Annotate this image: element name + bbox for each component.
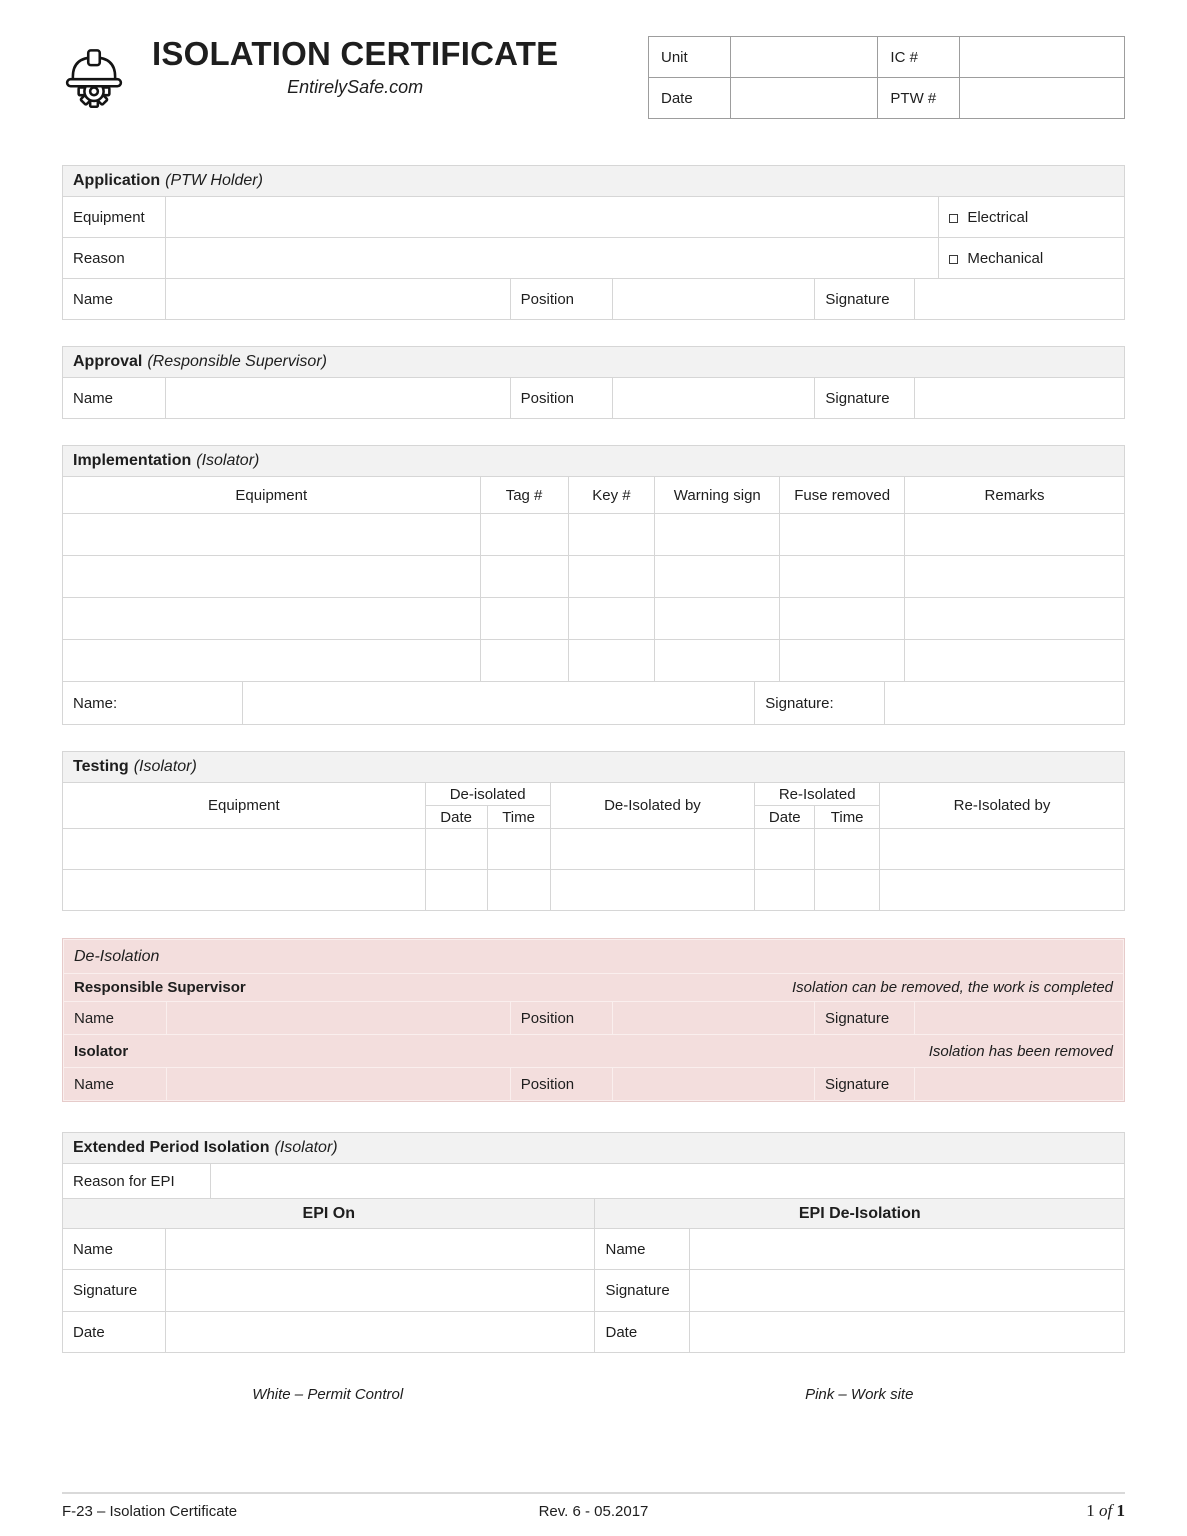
epi-de-name-label: Name [595, 1229, 690, 1270]
mechanical-option[interactable] [939, 238, 1125, 279]
implementation-warning-field[interactable] [655, 598, 780, 640]
supervisor-signature-label: Signature [814, 1002, 914, 1035]
testing-de-time-field[interactable] [487, 829, 550, 870]
implementation-tag-field[interactable] [480, 640, 568, 682]
testing-subtitle: (Isolator) [133, 758, 197, 775]
implementation-col-tag: Tag # [480, 477, 568, 514]
implementation-remarks-field[interactable] [905, 556, 1125, 598]
ptw-number-field[interactable] [960, 78, 1125, 119]
implementation-tag-field[interactable] [480, 514, 568, 556]
application-name-field[interactable] [165, 279, 510, 320]
implementation-tag-field[interactable] [480, 598, 568, 640]
testing-re-date-field[interactable] [755, 870, 815, 911]
implementation-signature-label: Signature: [755, 682, 885, 725]
title-block [152, 36, 558, 98]
isolator-name-label: Name [64, 1068, 167, 1101]
implementation-title: Implementation [73, 452, 192, 469]
electrical-label: Electrical [967, 208, 1029, 226]
application-signature-field[interactable] [915, 279, 1125, 320]
approval-name-field[interactable] [165, 378, 510, 419]
date-field[interactable] [730, 78, 878, 119]
application-subtitle: (PTW Holder) [165, 172, 263, 189]
testing-col-equipment: Equipment [63, 783, 426, 829]
epi-on-name-field[interactable] [165, 1229, 595, 1270]
copy-distribution-notes [62, 1386, 1125, 1403]
testing-col-re-date: Date [755, 806, 815, 829]
approval-position-field[interactable] [612, 378, 815, 419]
ic-number-label: IC # [878, 37, 960, 78]
application-position-label: Position [510, 279, 612, 320]
testing-re-time-field[interactable] [815, 829, 880, 870]
de-isolation-title: De-Isolation [64, 940, 1124, 974]
date-label: Date [649, 78, 731, 119]
de-isolation-isolator-row [64, 1035, 1124, 1068]
testing-re-date-field[interactable] [755, 829, 815, 870]
testing-de-isolated-by-field[interactable] [550, 870, 755, 911]
isolator-position-field[interactable] [612, 1068, 814, 1101]
section-extended-period-isolation [62, 1132, 1125, 1353]
section-de-isolation [62, 938, 1125, 1102]
testing-de-time-field[interactable] [487, 870, 550, 911]
implementation-col-equipment: Equipment [63, 477, 481, 514]
approval-section-header [63, 347, 1125, 378]
ptw-number-label: PTW # [878, 78, 960, 119]
isolator-signature-field[interactable] [914, 1068, 1123, 1101]
implementation-name-label: Name: [63, 682, 243, 725]
implementation-tag-field[interactable] [480, 556, 568, 598]
implementation-col-remarks: Remarks [905, 477, 1125, 514]
epi-on-signature-label: Signature [63, 1270, 166, 1312]
implementation-warning-field[interactable] [655, 556, 780, 598]
supervisor-signature-field[interactable] [914, 1002, 1123, 1035]
reason-field[interactable] [165, 238, 938, 279]
testing-de-date-field[interactable] [425, 829, 487, 870]
epi-on-date-label: Date [63, 1312, 166, 1353]
implementation-remarks-field[interactable] [905, 514, 1125, 556]
testing-col-re-isolated-by: Re-Isolated by [880, 783, 1125, 829]
supervisor-note: Isolation can be removed, the work is completed [792, 979, 1113, 996]
implementation-warning-field[interactable] [655, 514, 780, 556]
application-section-header [63, 166, 1125, 197]
implementation-col-fuse-removed: Fuse removed [780, 477, 905, 514]
supervisor-position-field[interactable] [612, 1002, 814, 1035]
epi-de-date-label: Date [595, 1312, 690, 1353]
approval-signature-field[interactable] [915, 378, 1125, 419]
implementation-col-key: Key # [568, 477, 655, 514]
equipment-field[interactable] [165, 197, 938, 238]
page-footer [62, 1492, 1125, 1521]
implementation-section-header [63, 446, 1125, 477]
epi-on-header: EPI On [63, 1199, 595, 1229]
application-name-label: Name [63, 279, 166, 320]
implementation-equipment-field[interactable] [63, 640, 481, 682]
application-position-field[interactable] [612, 279, 815, 320]
implementation-key-field[interactable] [568, 598, 655, 640]
implementation-fuse-field[interactable] [780, 514, 905, 556]
epi-de-signature-label: Signature [595, 1270, 690, 1312]
epi-title: Extended Period Isolation [73, 1139, 270, 1156]
supervisor-name-label: Name [64, 1002, 167, 1035]
approval-position-label: Position [510, 378, 612, 419]
testing-de-date-field[interactable] [425, 870, 487, 911]
implementation-remarks-field[interactable] [905, 598, 1125, 640]
application-signature-label: Signature [815, 279, 915, 320]
implementation-key-field[interactable] [568, 514, 655, 556]
pink-copy-note: Pink – Work site [805, 1386, 914, 1403]
approval-title: Approval [73, 353, 143, 370]
epi-on-signature-field[interactable] [165, 1270, 595, 1312]
implementation-fuse-field[interactable] [780, 598, 905, 640]
implementation-key-field[interactable] [568, 556, 655, 598]
equipment-label: Equipment [63, 197, 166, 238]
section-application [62, 165, 1125, 320]
section-testing [62, 751, 1125, 911]
footer-revision: Rev. 6 - 05.2017 [538, 1503, 649, 1520]
isolator-role-label: Isolator [74, 1042, 129, 1060]
electrical-option[interactable] [939, 197, 1125, 238]
de-isolation-supervisor-row [64, 974, 1124, 1002]
approval-name-label: Name [63, 378, 166, 419]
section-approval [62, 346, 1125, 419]
implementation-fuse-field[interactable] [780, 640, 905, 682]
footer-page-total: 1 [1116, 1501, 1125, 1520]
implementation-name-field[interactable] [242, 682, 755, 725]
reason-label: Reason [63, 238, 166, 279]
footer-page-number [771, 1501, 1125, 1521]
epi-section-header [63, 1133, 1125, 1164]
isolator-signature-label: Signature [814, 1068, 914, 1101]
testing-section-header [63, 752, 1125, 783]
testing-equipment-field[interactable] [63, 870, 426, 911]
testing-re-time-field[interactable] [815, 870, 880, 911]
testing-col-re-time: Time [815, 806, 880, 829]
testing-col-de-date: Date [425, 806, 487, 829]
white-copy-note: White – Permit Control [252, 1386, 404, 1403]
implementation-subtitle: (Isolator) [196, 452, 260, 469]
supervisor-name-field[interactable] [166, 1002, 510, 1035]
ic-number-field[interactable] [960, 37, 1125, 78]
testing-col-de-time: Time [487, 806, 550, 829]
approval-signature-label: Signature [815, 378, 915, 419]
footer-document-id: F-23 – Isolation Certificate [62, 1503, 238, 1520]
isolator-name-field[interactable] [166, 1068, 510, 1101]
epi-subtitle: (Isolator) [274, 1139, 338, 1156]
isolator-note: Isolation has been removed [928, 1042, 1113, 1060]
section-implementation [62, 445, 1125, 725]
page-title: ISOLATION CERTIFICATE [152, 35, 559, 72]
supervisor-position-label: Position [510, 1002, 612, 1035]
hard-hat-gear-icon [62, 38, 126, 114]
implementation-warning-field[interactable] [655, 640, 780, 682]
supervisor-role-label: Responsible Supervisor [74, 979, 246, 996]
unit-label: Unit [649, 37, 731, 78]
footer-page-current: 1 [1086, 1501, 1095, 1520]
approval-subtitle: (Responsible Supervisor) [147, 353, 327, 370]
isolator-position-label: Position [510, 1068, 612, 1101]
testing-re-isolated-by-field[interactable] [880, 829, 1125, 870]
testing-col-de-isolated-by: De-Isolated by [550, 783, 755, 829]
mechanical-label: Mechanical [967, 249, 1044, 267]
epi-de-name-field[interactable] [690, 1229, 1125, 1270]
implementation-equipment-field[interactable] [63, 514, 481, 556]
implementation-signature-field[interactable] [885, 682, 1125, 725]
mechanical-checkbox[interactable] [949, 255, 958, 264]
epi-reason-field[interactable] [210, 1164, 1124, 1199]
application-title: Application [73, 172, 161, 189]
page-header [62, 36, 1125, 119]
implementation-fuse-field[interactable] [780, 556, 905, 598]
epi-reason-label: Reason for EPI [63, 1164, 211, 1199]
implementation-remarks-field[interactable] [905, 640, 1125, 682]
electrical-checkbox[interactable] [949, 214, 958, 223]
implementation-col-warning-sign: Warning sign [655, 477, 780, 514]
implementation-key-field[interactable] [568, 640, 655, 682]
footer-page-of: of [1099, 1501, 1113, 1520]
testing-de-isolated-by-field[interactable] [550, 829, 755, 870]
implementation-equipment-field[interactable] [63, 598, 481, 640]
epi-on-name-label: Name [63, 1229, 166, 1270]
unit-field[interactable] [730, 37, 878, 78]
epi-de-isolation-header: EPI De-Isolation [595, 1199, 1125, 1229]
header-info-table [648, 36, 1125, 119]
implementation-equipment-field[interactable] [63, 556, 481, 598]
epi-de-date-field[interactable] [690, 1312, 1125, 1353]
testing-equipment-field[interactable] [63, 829, 426, 870]
testing-re-isolated-by-field[interactable] [880, 870, 1125, 911]
testing-col-de-isolated: De-isolated [425, 783, 550, 806]
epi-on-date-field[interactable] [165, 1312, 595, 1353]
page-subtitle: EntirelySafe.com [287, 77, 424, 98]
testing-col-re-isolated: Re-Isolated [755, 783, 880, 806]
testing-title: Testing [73, 758, 129, 775]
epi-de-signature-field[interactable] [690, 1270, 1125, 1312]
